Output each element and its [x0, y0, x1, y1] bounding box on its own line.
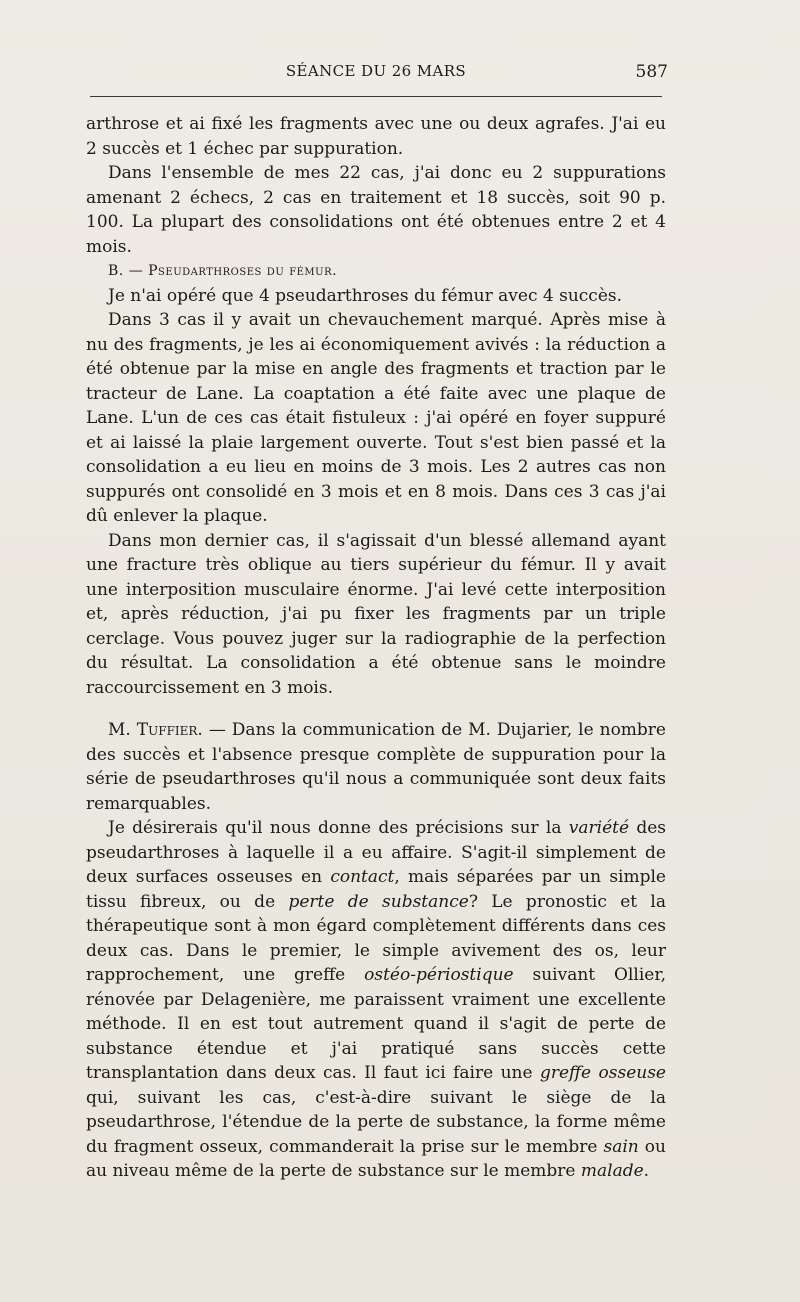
italic-term: variété — [568, 818, 630, 838]
text-run: Je désirerais qu'il nous donne des précisions sur la — [108, 818, 569, 838]
text-run: des pseudarthroses à laquelle il a eu affaire. S'agit-il simplement de deux surfaces osseuses en — [86, 818, 667, 887]
paragraph-gap — [86, 700, 666, 718]
section-title: Pseudarthroses du fémur. — [148, 263, 338, 279]
section-label: B. — — [108, 263, 149, 279]
page-number: 587 — [635, 62, 668, 82]
italic-term: perte de substance — [288, 891, 469, 912]
text-run: , mais séparées par un simple tissu fibreux, ou de — [86, 867, 666, 912]
text-run: qui, suivant les cas, c'est-à-dire suivant le siège de la pseudarthrose, l'étendue de la perte de substance, la forme même du fragment osseux, commanderait la prise sur le membre — [86, 1087, 666, 1157]
section-heading — [86, 259, 666, 284]
italic-term: malade — [580, 1161, 644, 1181]
paragraph-last-case: Dans mon dernier cas, il s'agissait d'un blessé allemand ayant une fracture très oblique au tiers supérieur du fémur. Il y avait une interposition musculaire énorme. J'ai levé cette interposition et, après réduction, j'ai pu fixer les fragments par un triple cerclage. Vous pouvez juger sur la radiographie de la perfection du résultat. La consolidation a été obtenue sans le moindre raccourcissement en 3 mois. — [86, 530, 666, 698]
text-run: suivant Ollier, rénovée par Delagenière, me paraissent vraiment une excellente méthode. Il en est tout autrement quand il s'agit de perte de substance étendue et j'ai pratiqué sans succès cette transplantation dans deux cas. Il faut ici faire une — [86, 965, 666, 1083]
paragraph-continuation: arthrose et ai fixé les fragments avec une ou deux agrafes. J'ai eu 2 succès et 1 échec par suppuration. — [86, 114, 666, 159]
text-run: ? Le pronostic et la thérapeutique sont à mon égard complètement différents dans ces deux cas. Dans le premier, le simple avivement des os, leur rapprochement, une greffe — [86, 891, 666, 985]
italic-term: ostéo-périostique — [364, 965, 514, 985]
paragraph-femur-cases: Dans 3 cas il y avait un chevauchement marqué. Après mise à nu des fragments, je les ai économiquement avivés : la réduction a été obtenue par la mise en angle des fragments et traction par le tracteur de Lane. La coaptation a été faite avec une plaque de Lane. L'un de ces cas était fistuleux : j'ai opéré en foyer suppuré et ai laissé la plaie largement ouverte. Tout s'est bien passé et la consolidation a eu lieu en moins de 3 mois. Les 2 autres cas non suppurés ont consolidé en 3 mois et en 8 mois. Dans ces 3 cas j'ai dû enlever la plaque. — [86, 310, 666, 526]
speaker-name: M. Tuffier. — [108, 720, 203, 740]
text-run: ou au niveau même de la perte de substance sur le membre — [86, 1136, 666, 1181]
italic-term: greffe osseuse — [539, 1063, 666, 1083]
paragraph-tuffier-question — [86, 816, 666, 1184]
italic-term: sain — [603, 1136, 639, 1157]
running-head-title: SÉANCE DU 26 MARS — [285, 62, 467, 80]
header-rule — [90, 96, 662, 97]
body-text — [86, 112, 666, 1184]
paragraph-tuffier — [86, 718, 666, 816]
italic-term: contact — [330, 867, 395, 887]
paragraph-summary: Dans l'ensemble de mes 22 cas, j'ai donc eu 2 suppurations amenant 2 échecs, 2 cas en traitement et 18 succès, soit 90 p. 100. La plupart des consolidations ont été obtenues entre 2 et 4 mois. — [86, 163, 666, 257]
speaker-text: — Dans la communication de M. Dujarier, le nombre des succès et l'absence presque complète de suppuration pour la série de pseudarthroses qu'il nous a communiquée sont deux faits remarquables. — [86, 720, 666, 814]
running-head — [86, 62, 666, 84]
paragraph-femur-intro: Je n'ai opéré que 4 pseudarthroses du fémur avec 4 succès. — [108, 285, 623, 306]
text-run: . — [643, 1161, 650, 1181]
